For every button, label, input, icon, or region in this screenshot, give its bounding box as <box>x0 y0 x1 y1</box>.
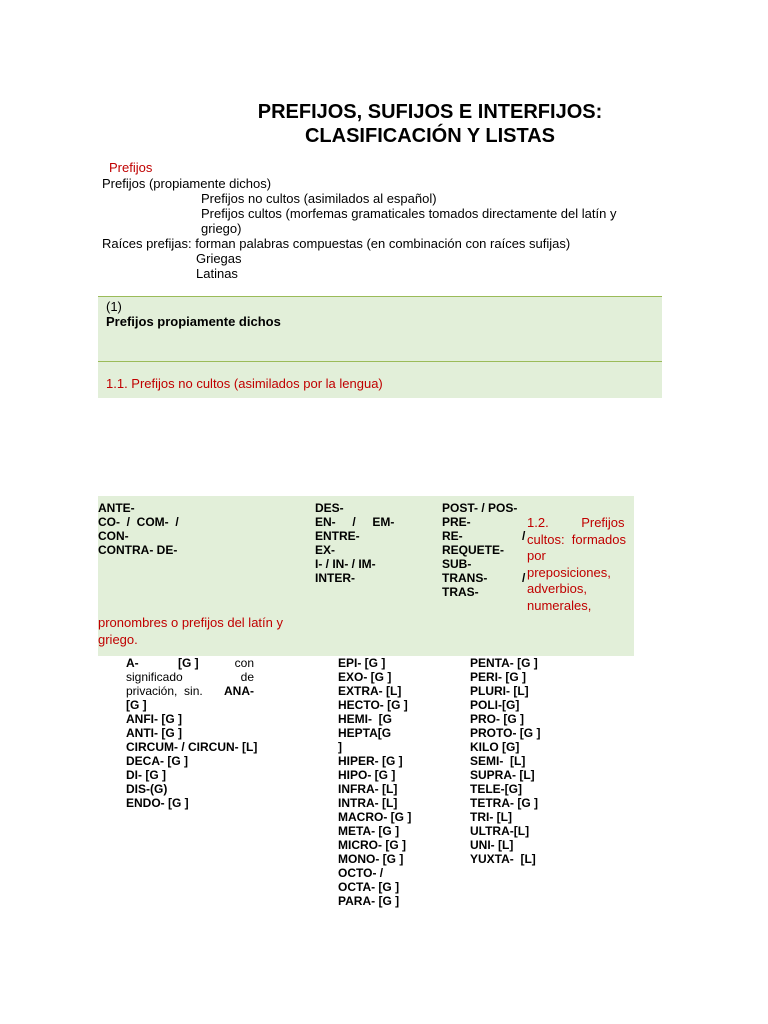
noncult-prefix: I- / IN- / IM- <box>315 557 376 571</box>
noncult-prefix: CONTRA- DE- <box>98 543 178 557</box>
section-1-number: (1) <box>106 299 122 314</box>
section-1-2-line: por <box>527 548 546 563</box>
noncult-prefix: PRE- <box>442 515 471 529</box>
section-1-2-heading <box>527 515 633 614</box>
cult-prefix: ANA- <box>224 684 254 698</box>
outline-heading: Prefijos <box>109 160 153 175</box>
noncult-prefix: CON- <box>98 529 129 543</box>
outline-item-1b-line2: griego) <box>201 221 242 236</box>
noncult-prefix: RE- <box>442 529 463 543</box>
cult-prefix: PARA- [G ] <box>338 894 400 908</box>
document-title-line-2: CLASIFICACIÓN Y LISTAS <box>304 125 556 147</box>
noncult-prefix: REQUETE- <box>442 543 505 557</box>
cult-prefix: A- <box>126 656 139 670</box>
cult-prefix: INFRA- [L] <box>338 782 398 796</box>
cult-prefix-a-line1 <box>126 656 254 670</box>
cult-prefix: POLI-[G] <box>470 698 520 712</box>
noncult-prefix: CO- / COM- / <box>98 515 179 529</box>
outline-item-1b-line1: Prefijos cultos (morfemas gramaticales tomados directamente del latín y <box>201 206 617 221</box>
cult-prefix: DIS-(G) <box>126 782 168 796</box>
cult-prefix: PLURI- [L] <box>470 684 529 698</box>
document-title-line-1: PREFIJOS, SUFIJOS E INTERFIJOS: <box>257 101 603 123</box>
cult-prefix: HIPO- [G ] <box>338 768 396 782</box>
section-1-2-line: preposiciones, <box>527 564 611 580</box>
cult-column-3 <box>470 656 560 866</box>
cult-prefix: PENTA- [G ] <box>470 656 538 670</box>
cult-column-1 <box>126 656 258 810</box>
noncult-slash: / <box>522 529 526 543</box>
noncult-prefix: ANTE- <box>98 501 135 515</box>
cult-prefix: UNI- [L] <box>470 838 514 852</box>
cult-prefix-note: significado <box>126 670 183 684</box>
noncult-column-2 <box>315 501 407 585</box>
cult-prefix: EXO- [G ] <box>338 670 392 684</box>
cult-prefix: YUXTA- [L] <box>470 852 536 866</box>
cult-prefix: HEMI- [G <box>338 712 392 726</box>
cult-prefix: DECA- [G ] <box>126 754 188 768</box>
noncult-column-1 <box>98 501 192 557</box>
section-1-band <box>98 296 662 363</box>
cult-prefix-note: de <box>240 670 254 684</box>
noncult-prefix: EN- / EM- <box>315 515 395 529</box>
cult-prefix: HIPER- [G ] <box>338 754 403 768</box>
cult-prefix: PRO- [G ] <box>470 712 524 726</box>
cult-prefix: ANFI- [G ] <box>126 712 182 726</box>
cult-prefix-note: con <box>234 656 254 670</box>
cult-prefix: ] <box>338 740 342 754</box>
cult-prefix: EXTRA- [L] <box>338 684 402 698</box>
section-1-1-title: 1.1. Prefijos no cultos (asimilados por la lengua) <box>106 376 383 391</box>
cult-prefix: MICRO- [G ] <box>338 838 406 852</box>
noncult-prefix: POST- / POS- <box>442 501 518 515</box>
cult-prefix: [G ] <box>126 698 147 712</box>
cult-prefix: OCTO- / <box>338 866 384 880</box>
cult-prefix: INTRA- [L] <box>338 796 398 810</box>
cult-prefix-a-line2 <box>126 670 254 684</box>
cult-prefix: ANTI- [G ] <box>126 726 182 740</box>
noncult-prefix: TRANS- <box>442 571 488 585</box>
noncult-prefix: DES- <box>315 501 344 515</box>
cult-prefix: SUPRA- [L] <box>470 768 535 782</box>
cult-prefix-a-line3 <box>126 684 254 698</box>
noncult-prefix: EX- <box>315 543 336 557</box>
outline-item-2: Raíces prefijas: forman palabras compuestas (en combinación con raíces sufijas) <box>102 236 571 251</box>
noncult-prefix: INTER- <box>315 571 355 585</box>
noncult-prefix: SUB- <box>442 557 472 571</box>
cult-prefix: OCTA- [G ] <box>338 880 400 894</box>
section-1-2-line: numerales, <box>527 597 592 613</box>
cult-prefix: HECTO- [G ] <box>338 698 408 712</box>
cult-prefix: EPI- [G ] <box>338 656 386 670</box>
cult-prefix: META- [G ] <box>338 824 400 838</box>
cult-prefix: HEPTA[G <box>338 726 392 740</box>
cult-prefix: TELE-[G] <box>470 782 522 796</box>
cult-column-2 <box>338 656 418 908</box>
section-1-2-line: adverbios, <box>527 581 587 596</box>
noncult-slash: / <box>522 571 526 585</box>
outline-item-2b: Latinas <box>196 266 238 281</box>
noncult-column-3 <box>442 501 532 599</box>
section-1-2-line: cultos: formados <box>527 531 626 547</box>
section-1-2-line: griego. <box>98 632 138 647</box>
outline-item-1: Prefijos (propiamente dichos) <box>102 176 272 191</box>
cult-prefix: KILO [G] <box>470 740 520 754</box>
cult-prefix-note: privación, sin. <box>126 684 203 698</box>
cult-prefix: PERI- [G ] <box>470 670 526 684</box>
noncult-prefix: ENTRE- <box>315 529 360 543</box>
cult-prefix: MONO- [G ] <box>338 852 404 866</box>
cult-prefix: SEMI- [L] <box>470 754 526 768</box>
cult-prefix-origin: [G ] <box>178 656 199 670</box>
cult-prefix: DI- [G ] <box>126 768 166 782</box>
outline-item-1a: Prefijos no cultos (asimilados al español) <box>201 191 437 206</box>
cult-prefix: TRI- [L] <box>470 810 512 824</box>
cult-prefix: TETRA- [G ] <box>470 796 538 810</box>
cult-prefix: PROTO- [G ] <box>470 726 541 740</box>
noncult-prefix: TRAS- <box>442 585 479 599</box>
outline-item-2a: Griegas <box>196 251 242 266</box>
cult-prefix: MACRO- [G ] <box>338 810 412 824</box>
cult-prefix: ULTRA-[L] <box>470 824 530 838</box>
section-1-title: Prefijos propiamente dichos <box>106 314 281 329</box>
cult-prefix: ENDO- [G ] <box>126 796 189 810</box>
cult-prefix: CIRCUM- / CIRCUN- [L] <box>126 740 258 754</box>
section-1-2-line: pronombres o prefijos del latín y <box>98 615 283 630</box>
section-1-2-line: 1.2. Prefijos <box>527 515 625 530</box>
